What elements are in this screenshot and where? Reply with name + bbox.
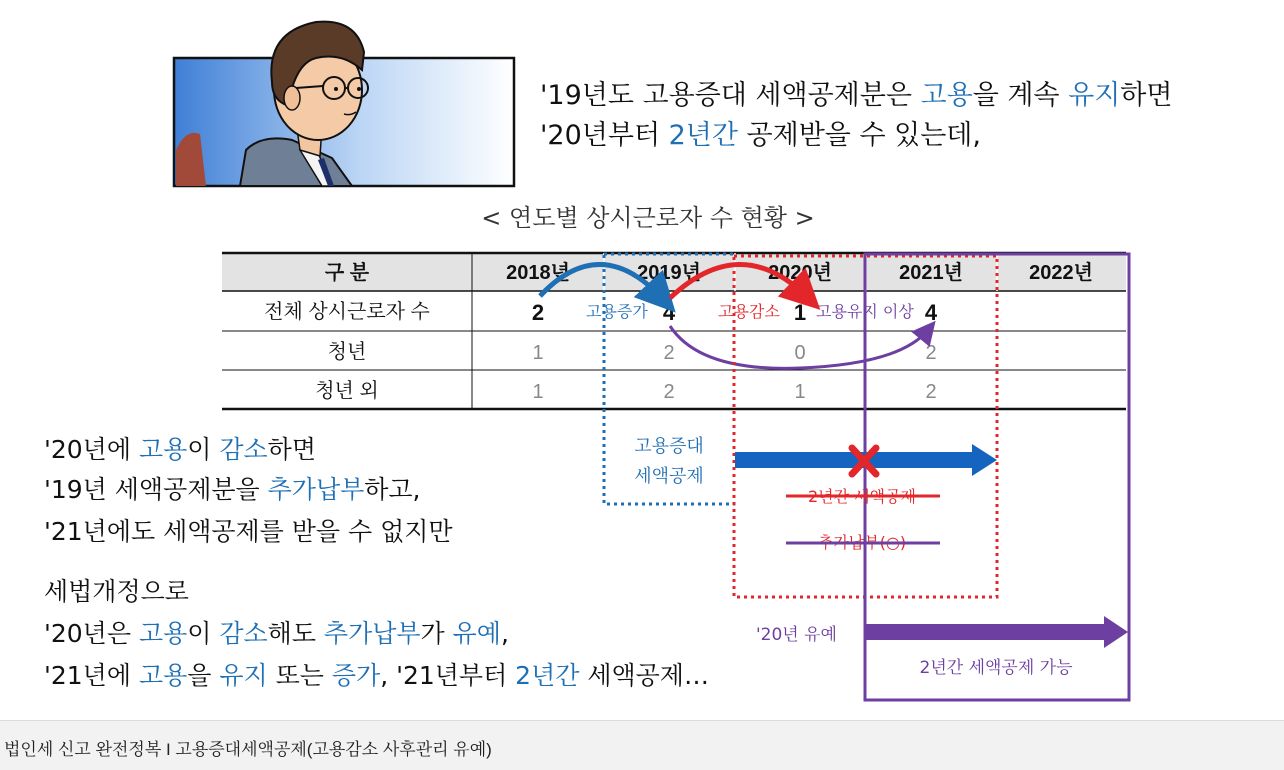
text-segment: 세법개정으로	[44, 577, 189, 606]
row-youth-2019: 2	[663, 342, 675, 364]
row-youth-2021: 2	[925, 342, 937, 364]
row-total-2018: 2	[531, 300, 545, 325]
text-segment: 공제받을 수 있는데,	[737, 120, 981, 151]
row-nonyouth-2021: 2	[925, 381, 937, 403]
left-line	[44, 517, 453, 546]
header-2018: 2018년	[506, 262, 570, 284]
row-total-2019: 4	[662, 300, 676, 325]
decrease-label: 고용감소	[718, 302, 780, 321]
text-segment: '19년 세액공제분을	[44, 475, 268, 504]
row-youth-label: 청년	[327, 341, 367, 363]
deferral-label: '20년 유예	[756, 625, 837, 645]
text-segment: 을 계속	[972, 80, 1069, 111]
text-segment: 을	[187, 661, 220, 690]
text-segment: 2년간	[668, 120, 738, 151]
table-title: < 연도별 상시근로자 수 현황 >	[481, 204, 815, 232]
credit-label-2: 세액공제	[634, 466, 704, 487]
text-segment: 증가	[331, 661, 381, 690]
text-segment: '19년도 고용증대 세액공제분은	[540, 80, 921, 111]
row-youth-2020: 0	[794, 342, 806, 364]
speech-text	[540, 80, 1172, 151]
text-segment: ,	[500, 619, 509, 648]
text-segment: 고용	[138, 661, 188, 690]
text-segment: , '21년부터	[380, 661, 516, 690]
text-segment: 해도	[267, 619, 324, 648]
text-segment: 가	[420, 619, 453, 648]
caption-bar	[0, 720, 1284, 770]
text-segment: 이	[187, 619, 220, 648]
row-nonyouth-2020: 1	[794, 381, 806, 403]
speech-line-2	[540, 120, 981, 151]
header-label: 구 분	[324, 262, 370, 284]
left-line	[44, 475, 421, 504]
text-segment: '20년은	[44, 619, 139, 648]
left-text	[44, 435, 709, 690]
cartoon-panel	[174, 22, 514, 186]
text-segment: 유지	[219, 661, 268, 690]
struck-payment-text: 추가납부(○)	[817, 533, 907, 552]
text-segment: '20년에	[44, 435, 139, 464]
row-nonyouth-2019: 2	[663, 381, 675, 403]
text-segment: 이	[187, 435, 220, 464]
header-2021: 2021년	[899, 262, 963, 284]
text-segment: '21년에도 세액공제를 받을 수 없지만	[44, 517, 453, 546]
text-segment: 2년간	[515, 661, 580, 690]
text-segment: 유예	[452, 619, 501, 648]
row-total-2021: 4	[924, 300, 938, 325]
left-line	[44, 435, 316, 464]
text-segment: '20년부터	[540, 120, 669, 151]
left-line	[44, 661, 709, 690]
header-2020: 2020년	[768, 262, 832, 284]
text-segment: 하고,	[364, 475, 421, 504]
text-segment: 감소	[219, 619, 268, 648]
text-segment: 유지	[1068, 80, 1121, 111]
left-line	[44, 619, 509, 648]
text-segment: 하면	[1120, 80, 1173, 111]
text-segment: 감소	[219, 435, 268, 464]
row-total-label: 전체 상시근로자 수	[264, 301, 430, 323]
credit-label-1: 고용증대	[634, 436, 704, 457]
row-nonyouth-label: 청년 외	[315, 380, 379, 402]
row-total-2020: 1	[793, 300, 807, 325]
caption-text: 법인세 신고 완전정복 I 고용증대세액공제(고용감소 사후관리 유예)	[4, 740, 492, 759]
text-segment: 하면	[267, 435, 316, 464]
header-2019: 2019년	[637, 262, 701, 284]
maintain-label: 고용유지 이상	[816, 302, 914, 321]
row-youth-2018: 1	[532, 342, 544, 364]
text-segment: 추가납부	[323, 619, 421, 648]
header-2022: 2022년	[1029, 262, 1093, 284]
text-segment: '21년에	[44, 661, 139, 690]
struck-credit-text: 2년간 세액공제	[807, 487, 917, 506]
left-line	[44, 577, 189, 606]
speech-line-1	[540, 80, 1172, 111]
increase-label: 고용증가	[586, 302, 648, 321]
text-segment: 또는	[267, 661, 332, 690]
text-segment: 고용	[138, 619, 188, 648]
possible-label: 2년간 세액공제 가능	[919, 658, 1073, 678]
text-segment: 고용	[920, 80, 973, 111]
possible-credit-arrow	[866, 616, 1128, 648]
row-nonyouth-2018: 1	[532, 381, 544, 403]
text-segment: 추가납부	[267, 475, 365, 504]
text-segment: 고용	[138, 435, 188, 464]
text-segment: 세액공제…	[579, 661, 709, 690]
